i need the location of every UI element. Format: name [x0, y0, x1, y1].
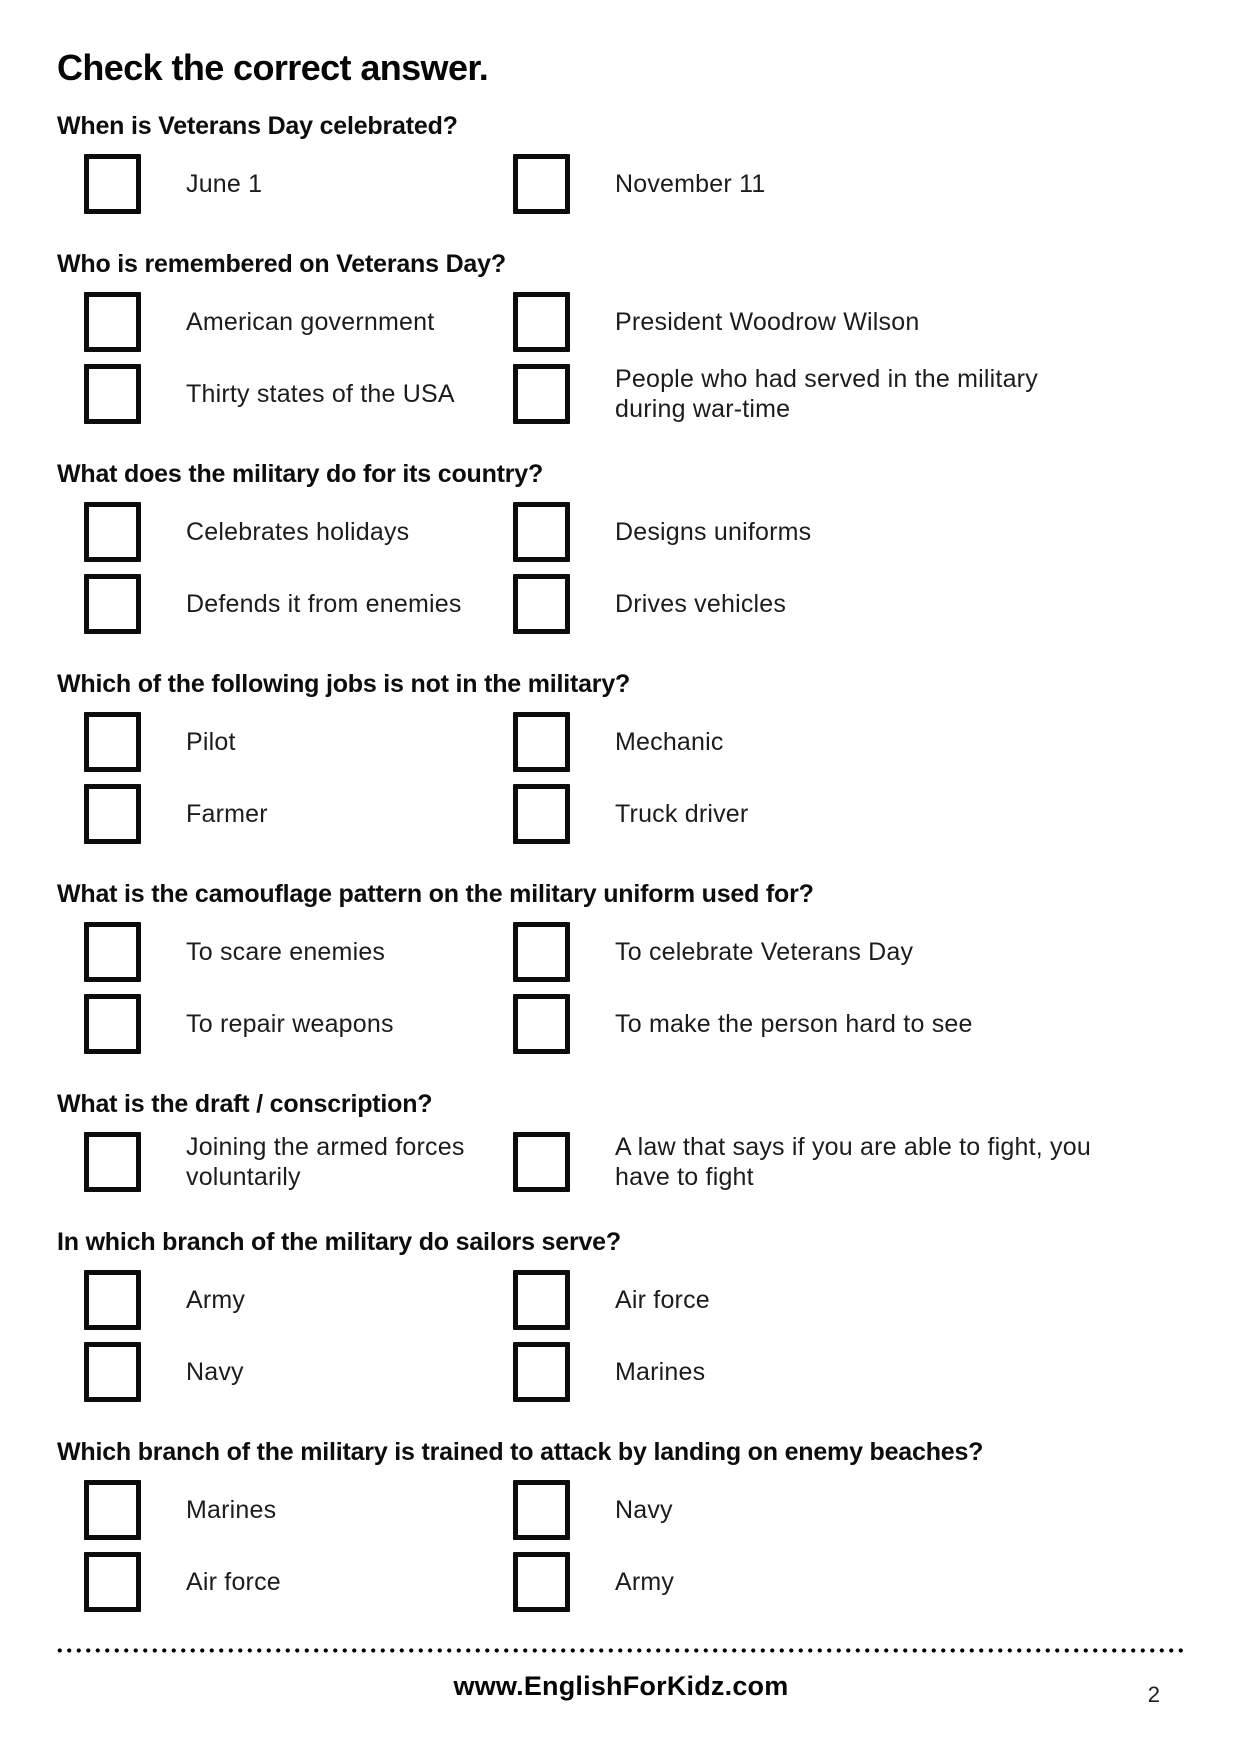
option-label: June 1	[186, 170, 263, 198]
answer-checkbox[interactable]	[84, 154, 141, 214]
option-label: Marines	[615, 1358, 706, 1386]
options-row	[57, 784, 1185, 844]
option-label: To celebrate Veterans Day	[615, 938, 914, 966]
options-row	[57, 154, 1185, 214]
option	[84, 922, 486, 982]
answer-checkbox[interactable]	[513, 364, 570, 424]
option-label: Navy	[615, 1496, 673, 1524]
options-row	[57, 712, 1185, 772]
option	[84, 712, 486, 772]
option-label: People who had served in the military during war-time	[615, 365, 1038, 423]
answer-checkbox[interactable]	[84, 574, 141, 634]
option	[84, 364, 486, 424]
answer-checkbox[interactable]	[513, 994, 570, 1054]
option-label: A law that says if you are able to fight, you have to fight	[615, 1133, 1091, 1191]
option-label: Celebrates holidays	[186, 518, 410, 546]
option-label: Truck driver	[615, 800, 749, 828]
option-label: Army	[186, 1286, 246, 1314]
option	[84, 1342, 486, 1402]
question-text: Which of the following jobs is not in the military?	[57, 670, 631, 698]
option	[513, 784, 1185, 844]
options-row	[57, 1342, 1185, 1402]
answer-checkbox[interactable]	[513, 1342, 570, 1402]
option	[84, 502, 486, 562]
option-label: Army	[615, 1568, 675, 1596]
answer-checkbox[interactable]	[84, 1480, 141, 1540]
option-label: Air force	[186, 1568, 281, 1596]
option-label: American government	[186, 308, 435, 336]
question-text: Which branch of the military is trained to attack by landing on enemy beaches?	[57, 1438, 984, 1466]
option-label: To make the person hard to see	[615, 1010, 973, 1038]
question-text: What is the camouflage pattern on the military uniform used for?	[57, 880, 814, 908]
option-label: Defends it from enemies	[186, 590, 462, 618]
answer-checkbox[interactable]	[84, 502, 141, 562]
option	[513, 364, 1185, 424]
option	[84, 1270, 486, 1330]
answer-checkbox[interactable]	[84, 1342, 141, 1402]
answer-checkbox[interactable]	[513, 1132, 570, 1192]
page-title: Check the correct answer.	[57, 47, 489, 88]
question-text: What does the military do for its country?	[57, 460, 544, 488]
question-text: Who is remembered on Veterans Day?	[57, 250, 506, 278]
option-label: November 11	[615, 170, 766, 198]
website-text: www.EnglishForKidz.com	[453, 1671, 789, 1701]
answer-checkbox[interactable]	[513, 784, 570, 844]
option-label: Joining the armed forces voluntarily	[186, 1133, 465, 1191]
answer-checkbox[interactable]	[513, 292, 570, 352]
option	[513, 1552, 1185, 1612]
question-5	[57, 878, 1185, 1054]
question-6	[57, 1088, 1185, 1192]
answer-checkbox[interactable]	[84, 1132, 141, 1192]
options-row	[57, 1270, 1185, 1330]
answer-checkbox[interactable]	[84, 1270, 141, 1330]
options-row	[57, 994, 1185, 1054]
option-label: To repair weapons	[186, 1010, 394, 1038]
option	[84, 292, 486, 352]
question-text: When is Veterans Day celebrated?	[57, 112, 458, 140]
answer-checkbox[interactable]	[513, 574, 570, 634]
answer-checkbox[interactable]	[84, 784, 141, 844]
option	[84, 994, 486, 1054]
question-4	[57, 668, 1185, 844]
option	[513, 712, 1185, 772]
option-label: Drives vehicles	[615, 590, 787, 618]
options-row	[57, 922, 1185, 982]
question-text: In which branch of the military do sailors serve?	[57, 1228, 621, 1256]
options-row	[57, 502, 1185, 562]
option-label: Thirty states of the USA	[186, 380, 455, 408]
answer-checkbox[interactable]	[84, 922, 141, 982]
answer-checkbox[interactable]	[84, 292, 141, 352]
option-label: Farmer	[186, 800, 268, 828]
answer-checkbox[interactable]	[513, 1552, 570, 1612]
option-label: President Woodrow Wilson	[615, 308, 920, 336]
answer-checkbox[interactable]	[84, 364, 141, 424]
option	[513, 1270, 1185, 1330]
option	[84, 574, 486, 634]
option	[84, 1132, 486, 1192]
dotted-divider	[55, 1646, 1185, 1653]
answer-checkbox[interactable]	[513, 922, 570, 982]
answer-checkbox[interactable]	[84, 712, 141, 772]
option	[513, 1480, 1185, 1540]
option	[513, 1132, 1185, 1192]
answer-checkbox[interactable]	[513, 1480, 570, 1540]
option	[513, 154, 1185, 214]
option-label: To scare enemies	[186, 938, 386, 966]
option	[84, 1480, 486, 1540]
answer-checkbox[interactable]	[513, 712, 570, 772]
question-8	[57, 1436, 1185, 1612]
question-1	[57, 110, 1185, 214]
answer-checkbox[interactable]	[84, 1552, 141, 1612]
option	[513, 292, 1185, 352]
question-3	[57, 458, 1185, 634]
options-row	[57, 1480, 1185, 1540]
option-label: Designs uniforms	[615, 518, 812, 546]
page-number: 2	[1147, 1682, 1160, 1707]
option-label: Air force	[615, 1286, 710, 1314]
option	[84, 154, 486, 214]
option-label: Pilot	[186, 728, 236, 756]
option	[513, 502, 1185, 562]
option	[513, 574, 1185, 634]
options-row	[57, 1552, 1185, 1612]
option	[84, 784, 486, 844]
options-row	[57, 574, 1185, 634]
options-row	[57, 292, 1185, 352]
option-label: Mechanic	[615, 728, 724, 756]
option	[513, 994, 1185, 1054]
answer-checkbox[interactable]	[513, 154, 570, 214]
option-label: Marines	[186, 1496, 277, 1524]
answer-checkbox[interactable]	[84, 994, 141, 1054]
question-text: What is the draft / conscription?	[57, 1090, 433, 1118]
question-2	[57, 248, 1185, 424]
option	[513, 1342, 1185, 1402]
question-7	[57, 1226, 1185, 1402]
options-row	[57, 364, 1185, 424]
answer-checkbox[interactable]	[513, 502, 570, 562]
option	[513, 922, 1185, 982]
answer-checkbox[interactable]	[513, 1270, 570, 1330]
option-label: Navy	[186, 1358, 244, 1386]
options-row	[57, 1132, 1185, 1192]
option	[84, 1552, 486, 1612]
